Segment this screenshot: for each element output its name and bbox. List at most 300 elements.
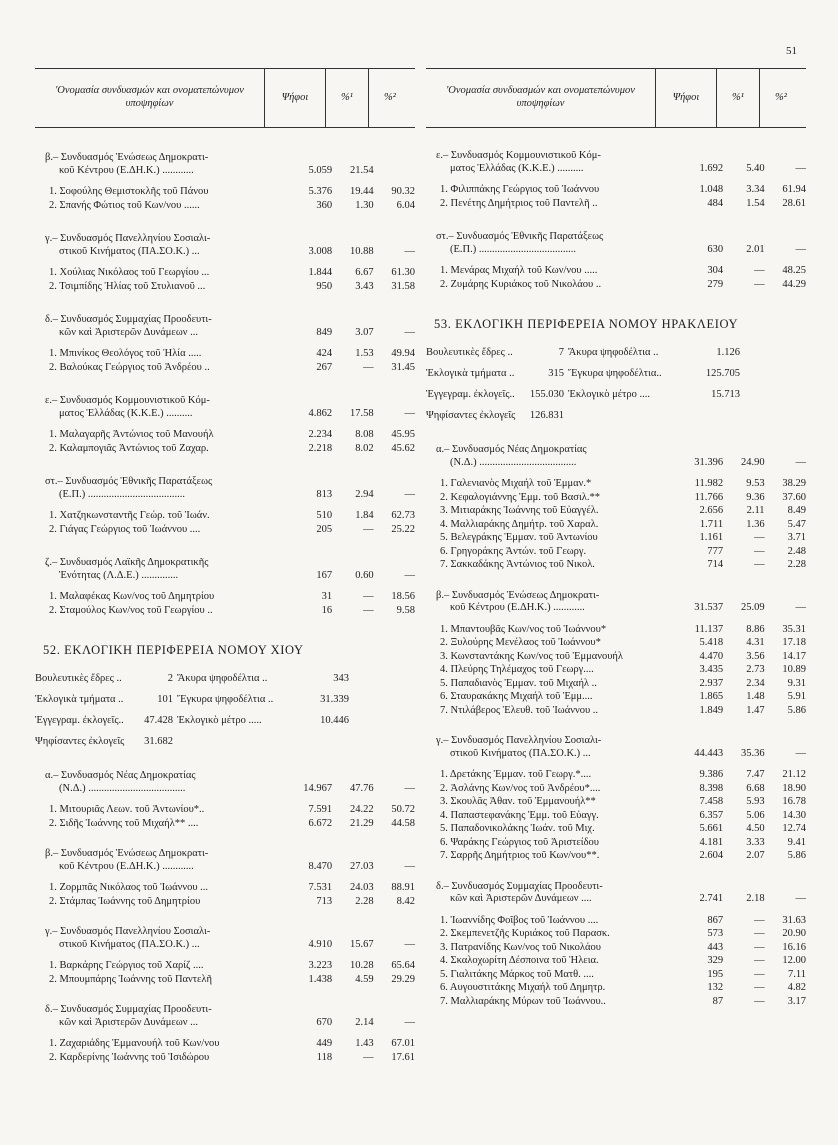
party-percent-2: — <box>795 456 806 468</box>
candidate-votes: 118 <box>316 1051 333 1063</box>
section-parties <box>426 444 806 1008</box>
summary-grid <box>426 342 806 426</box>
candidate-row <box>426 810 806 823</box>
candidate-row <box>426 637 806 650</box>
candidate-votes: 510 <box>316 510 333 521</box>
party-name <box>35 395 280 420</box>
candidate-votes: 1.849 <box>699 704 724 716</box>
party-votes: 14.967 <box>303 782 333 794</box>
party-title-line-2: (Ε.Π.) ..................................... <box>450 243 576 255</box>
table-header <box>426 68 806 128</box>
party-title-line-2: στικοῦ Κινήματος (ΠΑ.ΣΟ.Κ.) ... <box>59 938 200 950</box>
candidate-votes: 132 <box>707 982 724 993</box>
candidate-votes: 6.672 <box>308 817 333 829</box>
section-title: 53. ΕΚΛΟΓΙΚΗ ΠΕΡΙΦΕΡΕΙΑ ΝΟΜΟΥ ΗΡΑΚΛΕΙΟΥ <box>434 317 739 331</box>
candidate-votes: 7.591 <box>308 804 333 815</box>
party-name <box>35 1004 280 1029</box>
candidate-votes: 31 <box>321 591 333 602</box>
party-percent-1: 2.94 <box>355 488 374 500</box>
party-block <box>35 1004 415 1064</box>
party-votes: 630 <box>707 243 724 255</box>
party-row <box>35 233 415 258</box>
candidate-name: 1. Γαλενιανὸς Μιχαήλ τοῦ Ἐμμαν.* <box>440 478 592 489</box>
page-number: 51 <box>786 45 797 57</box>
candidate-votes: 1.161 <box>699 532 724 543</box>
party-name <box>426 735 671 760</box>
candidate-percent-1: — <box>363 604 374 616</box>
candidate-percent-2: 6.04 <box>396 199 415 211</box>
candidate-percent-1: — <box>754 559 765 570</box>
party-percent-2: — <box>404 782 415 794</box>
candidate-list <box>35 510 415 536</box>
party-percent-2: — <box>404 245 415 257</box>
candidate-votes: 2.656 <box>699 505 724 516</box>
party-block <box>426 231 806 291</box>
candidate-percent-2: 8.42 <box>396 895 415 907</box>
candidate-votes: 329 <box>707 955 724 966</box>
header-name: 'Ονομασία συνδυασμών και ονοματεπώνυμον υποψηφίων <box>426 69 656 127</box>
summary-value: 15.713 <box>711 388 740 400</box>
party-percent-1: 25.09 <box>740 602 765 613</box>
party-percent-1: 10.88 <box>349 245 374 257</box>
party-title-line-1: στ.– Συνδυασμός Ἐθνικῆς Παρατάξεως <box>436 231 604 242</box>
candidate-name: 1. Σοφούλης Θεμιστοκλῆς τοῦ Πάνου <box>49 186 209 197</box>
candidate-percent-1: 3.33 <box>746 836 765 848</box>
candidate-percent-1: — <box>754 278 765 290</box>
candidate-name: 3. Πατρανίδης Κων/νος τοῦ Νικολάου <box>440 941 601 953</box>
party-title-line-1: δ.– Συνδυασμός Συμμαχίας Προοδευτι- <box>45 314 212 325</box>
candidate-list <box>35 804 415 830</box>
party-block <box>35 770 415 830</box>
summary-row <box>35 731 415 752</box>
candidate-percent-2: 14.17 <box>782 650 806 662</box>
candidate-percent-1: 9.36 <box>746 491 765 503</box>
candidate-name: 5. Βελεγράκης Ἐμμαν. τοῦ Ἀντωνίου <box>440 532 598 543</box>
candidate-row <box>426 769 806 782</box>
party-title-line-2: Ἑνότητας (Λ.Δ.Ε.) .............. <box>59 569 179 581</box>
summary-label: Ἔγκυρα ψηφοδέλτια .. <box>177 693 274 705</box>
candidate-row <box>426 546 806 559</box>
candidate-percent-2: 49.94 <box>391 348 415 359</box>
party-percent-2: — <box>795 602 806 613</box>
party-percent-1: 0.60 <box>355 569 374 581</box>
candidate-row <box>35 443 415 456</box>
candidate-name: 1. Δρετάκης Ἐμμαν. τοῦ Γεωργ.*.... <box>440 769 592 780</box>
candidate-percent-2: 90.32 <box>391 186 415 197</box>
candidate-row <box>35 186 415 199</box>
candidate-percent-2: 10.89 <box>782 664 806 675</box>
candidate-row <box>426 982 806 995</box>
party-block <box>426 590 806 718</box>
candidate-percent-1: 3.43 <box>355 280 374 292</box>
candidate-name: 1. Χούλιας Νικόλαος τοῦ Γεωργίου ... <box>49 267 210 278</box>
party-name <box>35 152 280 177</box>
party-block <box>426 735 806 863</box>
candidate-name: 2. Σιδῆς Ἰωάννης τοῦ Μιχαήλ** .... <box>49 817 199 829</box>
candidate-votes: 3.223 <box>308 960 333 971</box>
party-title-line-2: ματος Ἑλλάδας (Κ.Κ.Ε.) .......... <box>59 407 193 419</box>
party-percent-2: — <box>404 569 415 581</box>
left-column <box>35 68 415 1064</box>
party-title-line-2: (Ν.Δ.) ..................................... <box>59 782 186 794</box>
party-block <box>35 926 415 986</box>
summary-row <box>35 710 415 731</box>
candidate-percent-1: 4.50 <box>746 823 765 834</box>
candidate-name: 4. Σκαλοχωρίτη Δέσποινα τοῦ Ἠλεια. <box>440 955 599 966</box>
candidate-name: 2. Τσιμπίδης Ἠλίας τοῦ Στυλιανοῦ ... <box>49 280 206 292</box>
candidate-percent-1: 10.28 <box>349 960 374 971</box>
candidate-percent-1: 5.06 <box>746 809 765 821</box>
candidate-percent-1: — <box>363 1051 374 1063</box>
party-name <box>35 770 280 795</box>
candidate-votes: 424 <box>316 348 333 359</box>
candidate-percent-2: 17.18 <box>782 637 806 648</box>
candidate-list <box>426 478 806 572</box>
candidate-percent-2: 18.90 <box>782 782 806 794</box>
candidate-percent-1: 8.08 <box>355 429 374 440</box>
candidate-percent-2: 2.28 <box>787 559 806 570</box>
party-name <box>35 476 280 501</box>
candidate-percent-1: 1.36 <box>746 518 765 530</box>
candidate-list <box>426 624 806 718</box>
candidate-votes: 867 <box>707 914 724 926</box>
candidate-name: 3. Σκουλᾶς Ἀθαν. τοῦ Ἐμμανουήλ** <box>440 796 596 807</box>
party-title-line-2: κοῦ Κέντρου (Ε.ΔΗ.Κ.) ............ <box>450 602 585 613</box>
candidate-percent-2: 12.00 <box>782 955 806 966</box>
candidate-percent-1: — <box>754 928 765 939</box>
candidate-name: 5. Παπαδονικολάκης Ἰωάν. τοῦ Μιχ. <box>440 823 595 834</box>
candidate-percent-2: 5.91 <box>787 691 806 702</box>
candidate-name: 1. Μαλαφέκας Κων/νος τοῦ Δημητρίου <box>49 591 215 602</box>
candidate-votes: 11.137 <box>694 623 724 635</box>
party-title-line-1: α.– Συνδυασμός Νέας Δημοκρατίας <box>45 770 196 781</box>
section-heraklion <box>426 317 806 1008</box>
candidate-name: 7. Μαλλιαράκης Μύρων τοῦ Ἰωάννου.. <box>440 995 606 1007</box>
section-chios <box>35 643 415 1064</box>
candidate-list <box>426 915 806 1009</box>
candidate-percent-2: 67.01 <box>391 1038 415 1049</box>
candidate-row <box>35 605 415 618</box>
candidate-row <box>35 818 415 831</box>
candidate-row <box>35 591 415 604</box>
party-percent-1: 5.40 <box>746 162 765 174</box>
party-title-line-2: κῶν καὶ Ἀριστερῶν Δυνάμεων ... <box>59 1016 199 1028</box>
party-block <box>35 152 415 212</box>
party-block <box>426 444 806 572</box>
candidate-name: 1. Μαλαγαρῆς Ἀντώνιος τοῦ Μανουήλ <box>49 429 214 440</box>
candidate-percent-1: — <box>363 591 374 602</box>
party-percent-2: — <box>795 747 806 759</box>
summary-value: 7 <box>558 346 564 358</box>
summary-label: Ἐκλογικὸ μέτρο .... <box>568 388 650 400</box>
party-title-line-1: α.– Συνδυασμός Νέας Δημοκρατίας <box>436 444 587 455</box>
candidate-percent-1: — <box>754 982 765 993</box>
candidate-percent-2: 37.60 <box>782 491 806 503</box>
candidate-row <box>426 705 806 718</box>
summary-row <box>426 405 806 426</box>
candidate-percent-2: 5.86 <box>787 704 806 716</box>
section-parties <box>35 770 415 1064</box>
summary-value: 31.682 <box>144 735 173 747</box>
party-row <box>426 444 806 469</box>
summary-value: 125.705 <box>705 367 740 379</box>
party-title-line-1: ε.– Συνδυασμός Κομμουνιστικοῦ Κόμ- <box>45 395 210 406</box>
party-title-line-2: κοῦ Κέντρου (Ε.ΔΗ.Κ.) ............ <box>59 164 194 176</box>
header-percent-1: %¹ <box>717 69 760 127</box>
candidate-percent-2: 45.95 <box>391 429 415 440</box>
summary-label: Ἄκυρα ψηφοδέλτια .. <box>177 672 268 684</box>
summary-value: 10.446 <box>320 714 349 726</box>
candidate-votes: 1.865 <box>699 691 724 702</box>
summary-label: Ἄκυρα ψηφοδέλτια .. <box>568 346 659 358</box>
candidate-row <box>426 519 806 532</box>
candidate-percent-1: 3.34 <box>746 184 765 195</box>
candidate-percent-1: 6.68 <box>746 782 765 794</box>
party-title-line-1: β.– Συνδυασμός Ἑνώσεως Δημοκρατι- <box>436 589 600 601</box>
party-name <box>35 557 280 582</box>
candidate-percent-1: 4.31 <box>746 637 765 648</box>
candidate-votes: 6.357 <box>699 809 724 821</box>
party-block <box>35 557 415 617</box>
candidate-percent-1: 1.30 <box>355 199 374 211</box>
candidate-row <box>35 1052 415 1065</box>
party-name <box>35 233 280 258</box>
header-percent-2: %² <box>384 91 396 103</box>
candidate-name: 6. Αυγουστιτάκης Μιχαήλ τοῦ Δημητρ. <box>440 982 606 993</box>
candidate-percent-2: 16.16 <box>782 941 806 953</box>
candidate-percent-2: 45.62 <box>391 442 415 454</box>
candidate-votes: 279 <box>707 278 724 290</box>
candidate-row <box>35 429 415 442</box>
candidate-votes: 267 <box>316 361 333 373</box>
candidate-name: 6. Γρηγοράκης Ἀντών. τοῦ Γεωργ. <box>440 545 587 557</box>
party-name <box>35 926 280 951</box>
candidate-name: 1. Ζαχαριάδης Ἐμμανουήλ τοῦ Κων/νου <box>49 1038 220 1049</box>
candidate-name: 4. Πλεύρης Τηλέμαχος τοῦ Γεωργ.... <box>440 664 594 675</box>
summary-value: 1.126 <box>716 346 740 358</box>
party-title-line-1: δ.– Συνδυασμός Συμμαχίας Προοδευτι- <box>45 1004 212 1015</box>
party-block <box>426 881 806 1009</box>
candidate-percent-1: 1.84 <box>355 510 374 521</box>
candidate-percent-2: 88.91 <box>391 882 415 893</box>
party-percent-2: — <box>795 162 806 174</box>
header-votes: Ψήφοι <box>265 69 326 127</box>
candidate-percent-2: 20.90 <box>782 928 806 939</box>
candidate-list <box>35 267 415 293</box>
candidate-percent-1: — <box>754 265 765 276</box>
candidate-name: 1. Βαρκάρης Γεώργιος τοῦ Χαρίζ .... <box>49 960 204 971</box>
party-votes: 4.910 <box>308 938 333 950</box>
party-title-line-2: στικοῦ Κινήματος (ΠΑ.ΣΟ.Κ.) ... <box>59 245 200 257</box>
party-percent-1: 47.76 <box>349 782 374 794</box>
candidate-percent-1: 4.59 <box>355 973 374 985</box>
candidate-list <box>426 184 806 210</box>
party-votes: 670 <box>316 1016 333 1028</box>
summary-label: Ἐκλογικὰ τμήματα .. <box>426 367 515 379</box>
candidate-name: 5. Παπαδιανὸς Ἐμμαν. τοῦ Μιχαήλ .. <box>440 677 597 689</box>
party-percent-2: — <box>404 407 415 419</box>
candidate-percent-1: 24.03 <box>349 882 374 893</box>
candidate-percent-1: 1.54 <box>746 197 765 209</box>
candidate-row <box>35 1038 415 1051</box>
right-parties-top <box>426 150 806 291</box>
summary-value: 315 <box>548 367 564 379</box>
candidate-percent-2: 4.82 <box>787 982 806 993</box>
candidate-name: 6. Ψαράκης Γεώργιος τοῦ Ἀριστείδου <box>440 836 599 848</box>
candidate-percent-1: 2.28 <box>355 895 374 907</box>
header-percent-2: %² <box>775 91 787 103</box>
summary-label: Ἐγγεγραμ. ἐκλογεῖς.. <box>426 388 515 400</box>
party-percent-1: 3.07 <box>355 326 374 338</box>
candidate-row <box>35 281 415 294</box>
summary-grid <box>35 668 415 752</box>
candidate-percent-1: 1.48 <box>746 691 765 702</box>
party-row <box>426 735 806 760</box>
candidate-percent-2: 31.63 <box>782 914 806 926</box>
party-votes: 1.692 <box>699 162 724 174</box>
candidate-percent-2: 38.29 <box>782 478 806 489</box>
candidate-row <box>426 783 806 796</box>
party-votes: 5.059 <box>308 164 333 176</box>
candidate-name: 1. Χατζηκωνσταντῆς Γεώρ. τοῦ Ἰωάν. <box>49 510 210 521</box>
candidate-name: 1. Ζορμπᾶς Νικόλαος τοῦ Ἰωάννου ... <box>49 882 209 893</box>
candidate-name: 7. Ντιλάβερος Ἐλευθ. τοῦ Ἰωάννου .. <box>440 704 599 716</box>
candidate-row <box>426 915 806 928</box>
section-title: 52. ΕΚΛΟΓΙΚΗ ΠΕΡΙΦΕΡΕΙΑ ΝΟΜΟΥ ΧΙΟΥ <box>43 643 304 657</box>
candidate-name: 4. Μαλλιαράκης Δημήτρ. τοῦ Χαραλ. <box>440 518 599 530</box>
summary-value: 2 <box>167 672 173 684</box>
candidate-percent-2: 31.58 <box>391 280 415 292</box>
summary-label: Ἐκλογικὸ μέτρο ..... <box>177 714 262 726</box>
party-percent-1: 21.54 <box>349 164 374 176</box>
candidate-percent-1: — <box>754 941 765 953</box>
candidate-name: 2. Κεφαλογιάννης Ἐμμ. τοῦ Βασιλ.** <box>440 491 600 503</box>
party-row <box>35 926 415 951</box>
candidate-percent-1: 2.73 <box>746 664 765 675</box>
candidate-votes: 777 <box>707 545 724 557</box>
candidate-row <box>426 837 806 850</box>
candidate-name: 6. Σταυρακάκης Μιχαήλ τοῦ Ἐμμ.... <box>440 691 593 702</box>
party-percent-1: 2.01 <box>746 243 765 255</box>
candidate-name: 2. Γιάγας Γεώργιος τοῦ Ἰωάννου .... <box>49 523 201 535</box>
candidate-list <box>35 960 415 986</box>
summary-label: Ἔγκυρα ψηφοδέλτια.. <box>568 367 662 379</box>
party-row <box>35 152 415 177</box>
candidate-votes: 304 <box>707 265 724 276</box>
candidate-name: 2. Στάμπας Ἰωάννης τοῦ Δημητρίου <box>49 895 201 907</box>
candidate-votes: 87 <box>712 995 724 1007</box>
candidate-name: 2. Καλαμπογιᾶς Ἀντώνιος τοῦ Ζαχαρ. <box>49 442 209 454</box>
candidate-row <box>426 955 806 968</box>
candidate-list <box>35 348 415 374</box>
candidate-percent-2: 31.45 <box>391 361 415 373</box>
party-row <box>426 590 806 615</box>
candidate-percent-2: 7.11 <box>788 968 806 980</box>
party-row <box>35 848 415 873</box>
candidate-list <box>35 882 415 908</box>
candidate-percent-2: 62.73 <box>391 510 415 521</box>
party-percent-1: 35.36 <box>740 747 765 759</box>
summary-value: 343 <box>333 672 349 684</box>
candidate-percent-2: 9.41 <box>787 836 806 848</box>
candidate-name: 1. Μπινίκος Θεολόγος τοῦ Ἠλία ..... <box>49 348 202 359</box>
summary-label: Ἐκλογικὰ τμήματα .. <box>35 693 124 705</box>
candidate-row <box>426 678 806 691</box>
candidate-percent-2: 18.56 <box>391 591 415 602</box>
party-title-line-1: β.– Συνδυασμός Ἑνώσεως Δημοκρατι- <box>45 848 209 859</box>
party-block <box>426 150 806 210</box>
candidate-name: 1. Μενάρας Μιχαήλ τοῦ Κων/νου ..... <box>440 265 598 276</box>
party-block <box>35 395 415 455</box>
party-title-line-1: β.– Συνδυασμός Ἑνώσεως Δημοκρατι- <box>45 152 209 163</box>
party-percent-1: 15.67 <box>349 938 374 950</box>
candidate-percent-2: 25.22 <box>391 523 415 535</box>
summary-label: Βουλευτικὲς ἕδρες .. <box>426 346 513 358</box>
candidate-percent-1: — <box>363 361 374 373</box>
candidate-name: 2. Πενέτης Δημήτριος τοῦ Παντελῆ .. <box>440 197 598 209</box>
candidate-percent-2: 5.47 <box>787 518 806 530</box>
candidate-percent-2: 48.25 <box>782 265 806 276</box>
candidate-name: 2. Σπανής Φώτιος τοῦ Κων/νου ...... <box>49 199 200 211</box>
candidate-percent-1: 5.93 <box>746 796 765 807</box>
party-name <box>426 590 671 615</box>
candidate-row <box>426 265 806 278</box>
candidate-percent-1: — <box>754 532 765 543</box>
candidate-percent-2: 50.72 <box>391 804 415 815</box>
party-row <box>426 231 806 256</box>
party-votes: 3.008 <box>308 245 333 257</box>
candidate-votes: 195 <box>707 968 724 980</box>
candidate-row <box>426 823 806 836</box>
party-title-line-1: ε.– Συνδυασμός Κομμουνιστικοῦ Κόμ- <box>436 150 601 161</box>
candidate-percent-2: 16.78 <box>782 796 806 807</box>
left-parties-top <box>35 152 415 617</box>
candidate-row <box>426 850 806 863</box>
party-row <box>35 557 415 582</box>
candidate-percent-1: 7.47 <box>746 769 765 780</box>
candidate-votes: 16 <box>321 604 333 616</box>
party-title-line-1: γ.– Συνδυασμός Πανελληνίου Σοσιαλι- <box>45 926 211 937</box>
candidate-votes: 484 <box>707 197 724 209</box>
party-row <box>35 476 415 501</box>
candidate-name: 2. Ζυμάρης Κυριάκος τοῦ Νικολάου .. <box>440 278 602 290</box>
party-votes: 31.396 <box>694 456 724 468</box>
candidate-name: 2. Μπουμπάρης Ἰωάννης τοῦ Παντελῆ <box>49 973 212 985</box>
candidate-votes: 2.937 <box>699 677 724 689</box>
candidate-name: 2. Βαλούκας Γεώργιος τοῦ Ἀνδρέου .. <box>49 361 210 373</box>
candidate-percent-1: 8.86 <box>746 623 765 635</box>
party-votes: 167 <box>316 569 333 581</box>
candidate-votes: 9.386 <box>699 769 724 780</box>
party-name <box>35 314 280 339</box>
summary-value: 155.030 <box>529 388 564 400</box>
party-votes: 813 <box>316 488 333 500</box>
party-percent-2: — <box>795 243 806 255</box>
party-votes: 8.470 <box>308 860 333 872</box>
candidate-percent-2: 44.29 <box>782 278 806 290</box>
party-votes: 31.537 <box>694 602 724 613</box>
candidate-row <box>426 559 806 572</box>
candidate-votes: 2.218 <box>308 442 333 454</box>
summary-label: Ἐγγεγραμ. ἐκλογεῖς.. <box>35 714 124 726</box>
party-title-line-1: στ.– Συνδυασμός Ἐθνικῆς Παρατάξεως <box>45 476 213 487</box>
party-percent-2: — <box>404 488 415 500</box>
candidate-percent-1: — <box>754 995 765 1007</box>
party-title-line-2: (Ν.Δ.) ..................................... <box>450 456 577 468</box>
party-row <box>426 150 806 175</box>
candidate-percent-2: 12.74 <box>782 823 806 834</box>
summary-row <box>426 342 806 363</box>
